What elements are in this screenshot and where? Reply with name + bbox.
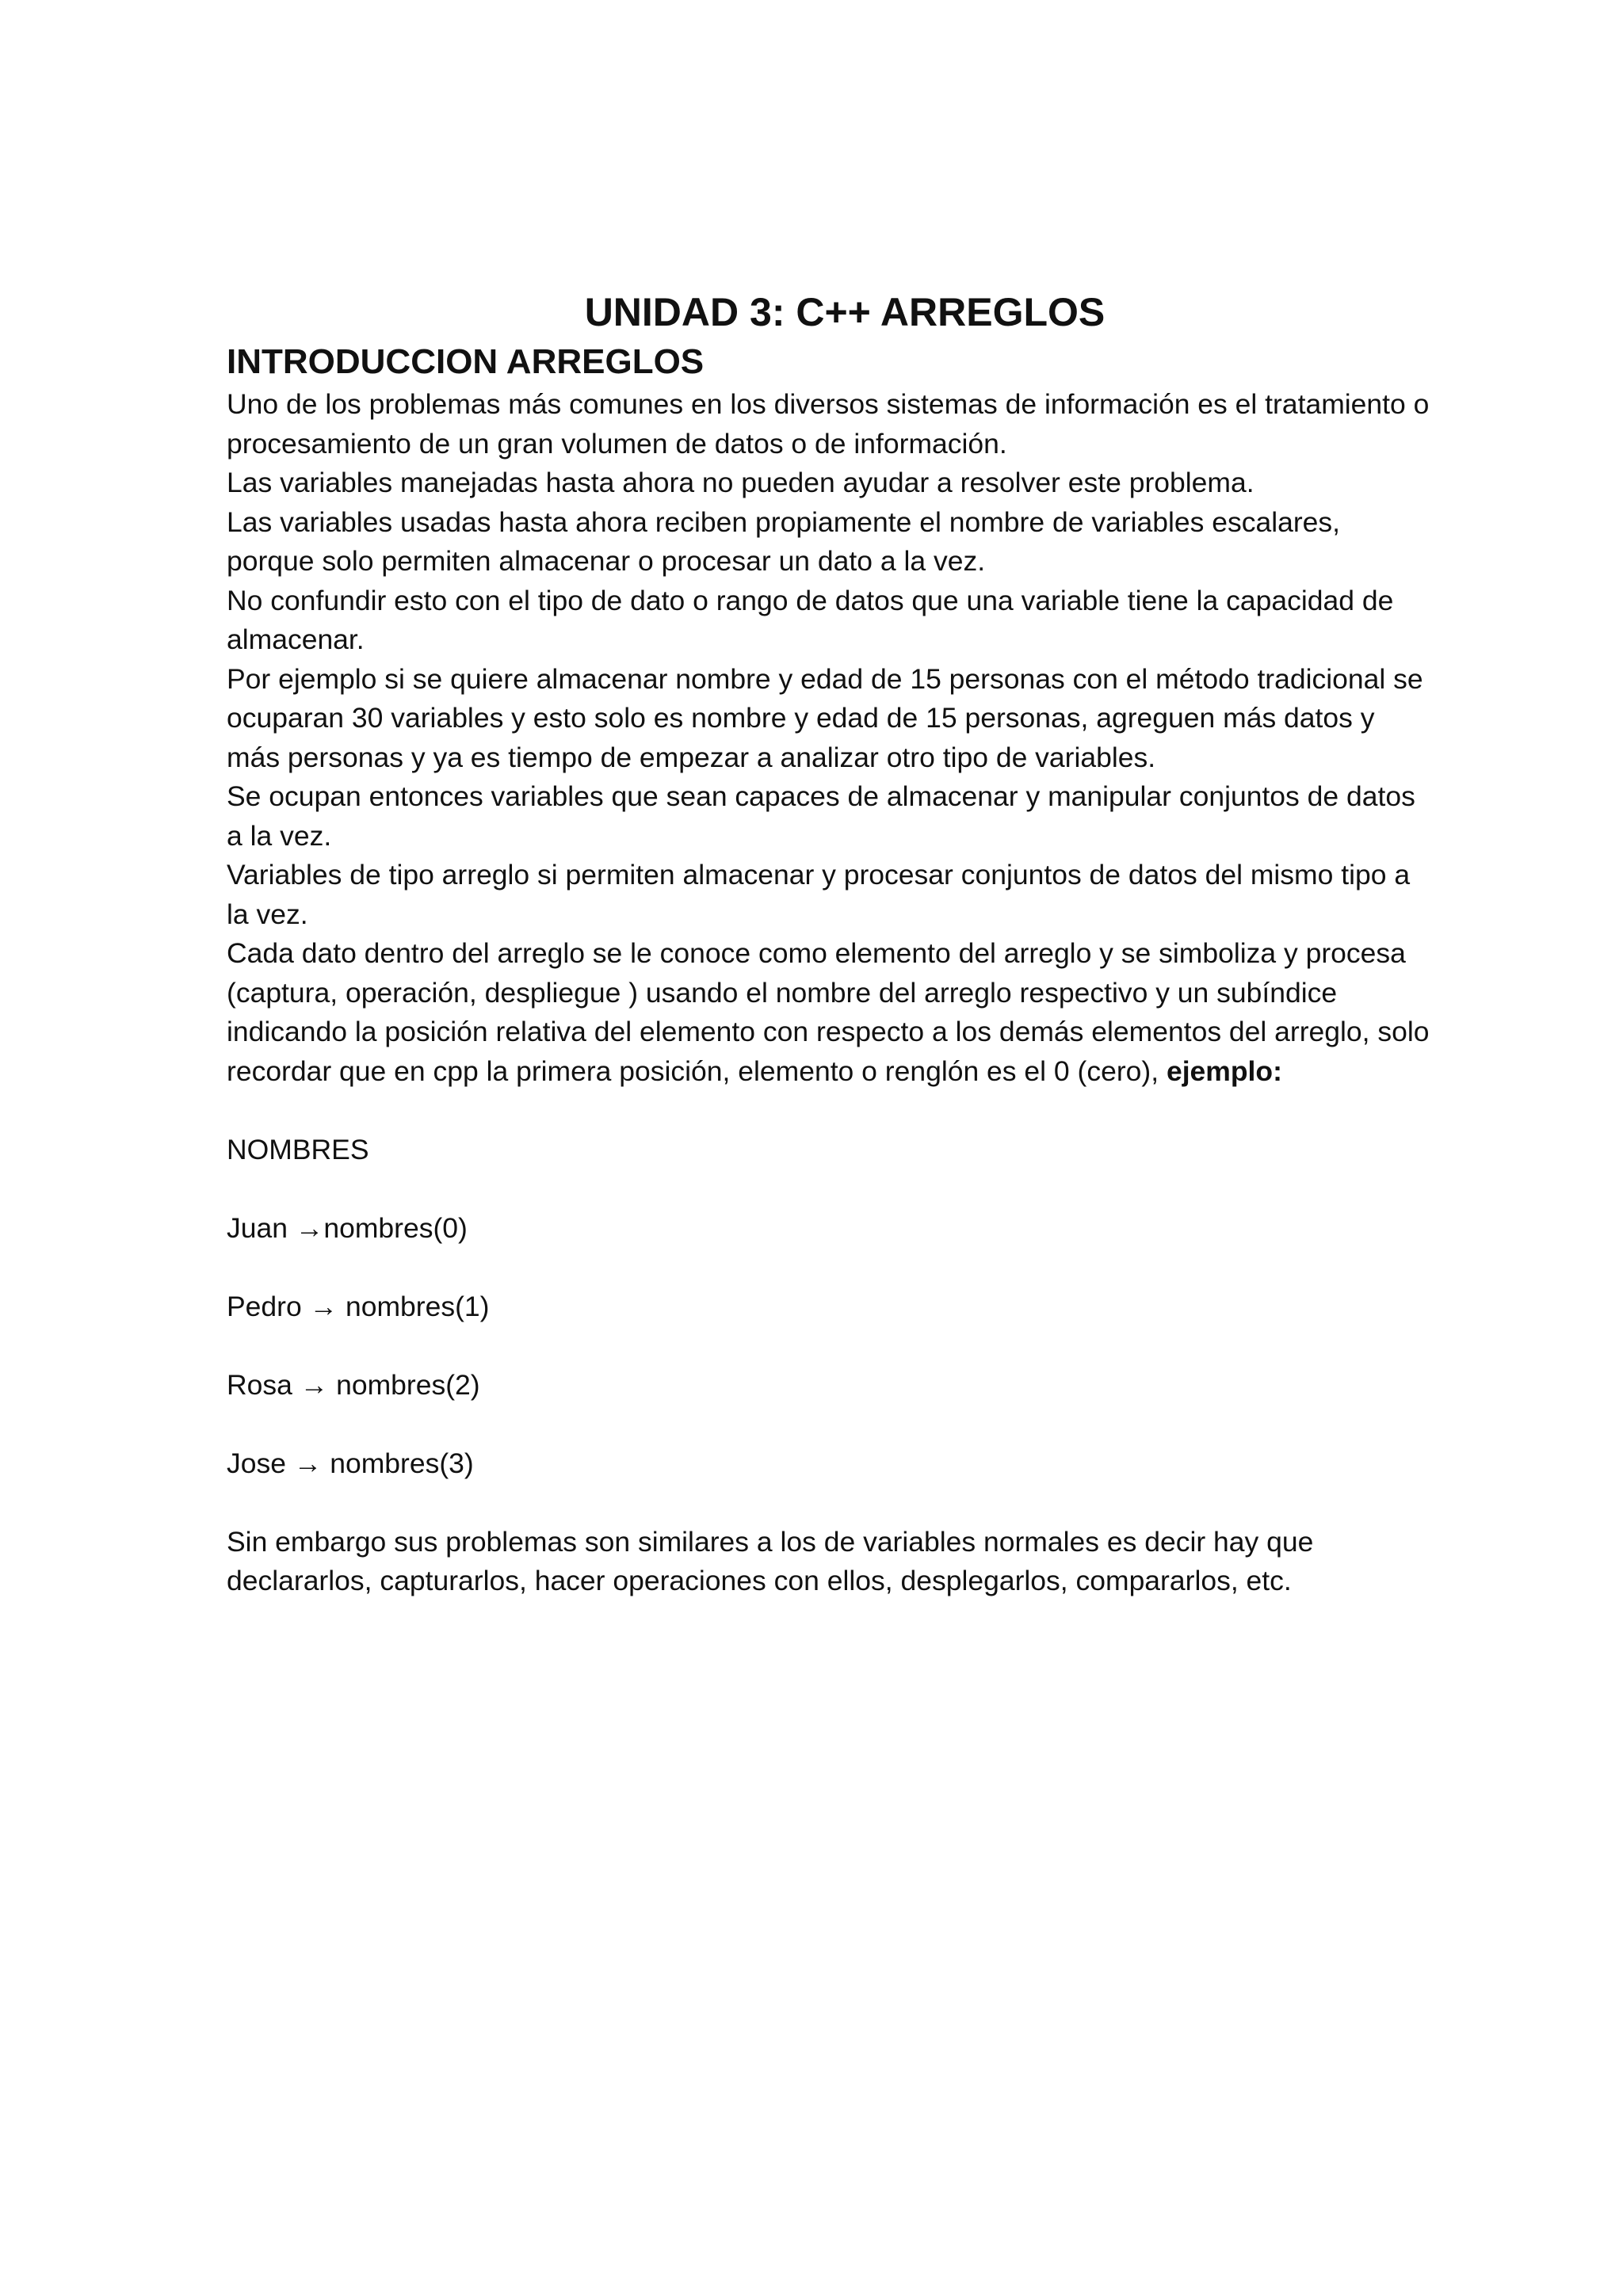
example-item: Juan →nombres(0) (227, 1211, 468, 1244)
spacer (227, 1326, 1431, 1366)
paragraph-text: Cada dato dentro del arreglo se le conoce como elemento del arreglo y se simboliza y procesa (captura, operación, despliegue ) usando el nombre del arreglo respectivo y un subíndice indicando la posición relativa del elemento con respecto a los demás elementos del arreglo, solo recordar que en cpp la primera posición, elemento o renglón es el 0 (cero), (227, 937, 1430, 1087)
example-item: Rosa → nombres(2) (227, 1368, 480, 1401)
paragraph: Las variables usadas hasta ahora reciben propiamente el nombre de variables escalares, porque solo permiten almacenar o procesar un dato a la vez. (227, 505, 1341, 577)
document-body (227, 385, 1431, 1601)
example-item: Pedro → nombres(1) (227, 1290, 490, 1322)
example-item: Jose → nombres(3) (227, 1447, 474, 1479)
document-page (227, 285, 1431, 1601)
paragraph: No confundir esto con el tipo de dato o rango de datos que una variable tiene la capacidad de almacenar. (227, 584, 1394, 655)
paragraph: Por ejemplo si se quiere almacenar nombre y edad de 15 personas con el método tradicional se ocuparan 30 variables y esto solo es nombre y edad de 15 personas, agreguen más datos y más personas y ya es tiempo de empezar a analizar otro tipo de variables. (227, 662, 1423, 773)
closing-paragraph: Sin embargo sus problemas son similares a los de variables normales es decir hay que declararlos, capturarlos, hacer operaciones con ellos, desplegarlos, compararlos, etc. (227, 1525, 1314, 1596)
paragraph: Las variables manejadas hasta ahora no pueden ayudar a resolver este problema. (227, 467, 1254, 498)
document-title: UNIDAD 3: C++ ARREGLOS (584, 290, 1106, 334)
spacer (227, 1405, 1431, 1444)
section-heading: INTRODUCCION ARREGLOS (227, 342, 705, 381)
paragraph: Uno de los problemas más comunes en los diversos sistemas de información es el tratamiento o procesamiento de un gran volumen de datos o de información. (227, 388, 1430, 460)
spacer (227, 1248, 1431, 1287)
example-label: ejemplo: (1166, 1055, 1282, 1087)
spacer (227, 1091, 1431, 1131)
spacer (227, 1483, 1431, 1523)
example-header: NOMBRES (227, 1133, 369, 1165)
paragraph: Se ocupan entonces variables que sean capaces de almacenar y manipular conjuntos de datos a la vez. (227, 780, 1415, 852)
paragraph: Variables de tipo arreglo si permiten almacenar y procesar conjuntos de datos del mismo tipo a la vez. (227, 859, 1411, 930)
paragraph-with-example (227, 934, 1431, 1091)
spacer (227, 1169, 1431, 1209)
